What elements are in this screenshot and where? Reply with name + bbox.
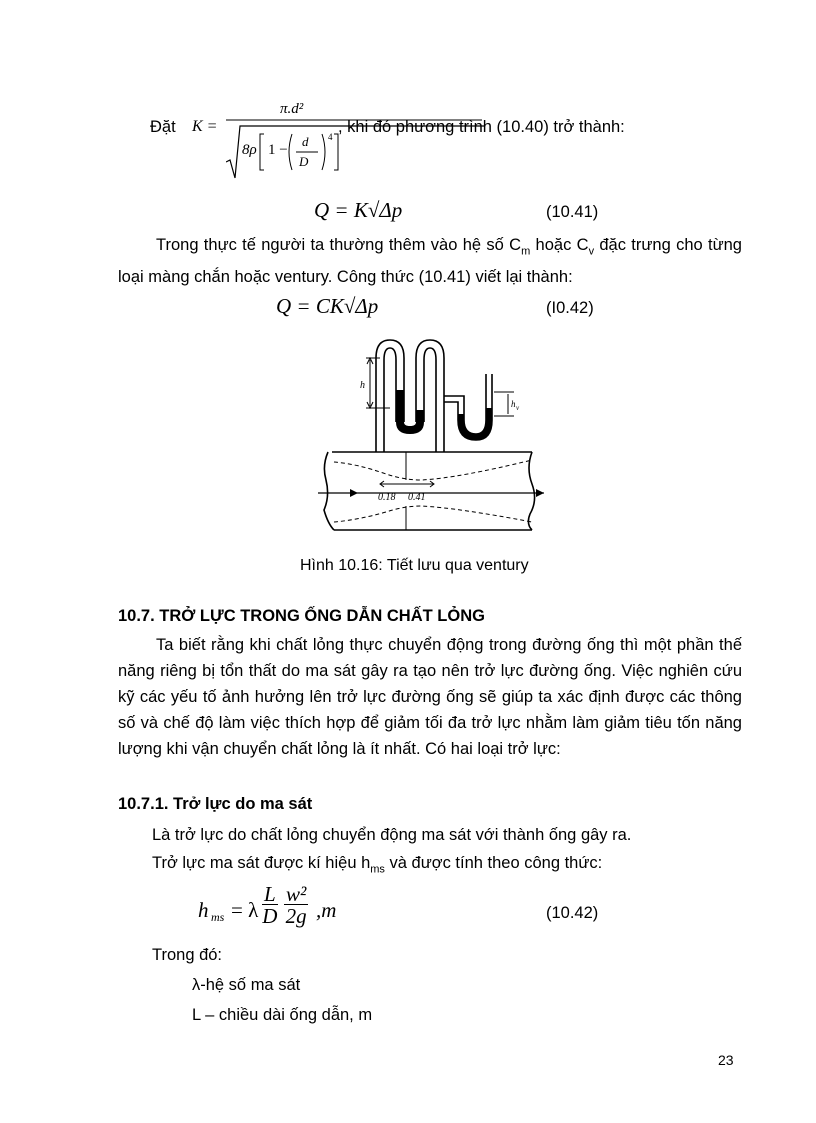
figure-label-hv: h — [511, 399, 516, 409]
svg-text:8ρ: 8ρ — [242, 142, 257, 158]
paragraph-coefficients — [118, 232, 742, 290]
eq-1042b-frac2-num: w² — [286, 882, 307, 906]
eq-1042b-number: (10.42) — [546, 904, 599, 922]
eq-1042a-formula: Q = CK√Δp — [276, 294, 379, 318]
subsection-line2-sub: ms — [370, 863, 385, 876]
eq-1041-number: (10.41) — [546, 203, 599, 221]
eq-k-symbol: K = — [192, 118, 218, 135]
figure-label-hv-sub: v — [516, 404, 520, 412]
eq-k-block — [150, 100, 710, 180]
eq-1041-formula: Q = K√Δp — [314, 198, 403, 222]
where-label: Trong đó: — [152, 946, 223, 964]
eq-1042b-frac1-num: L — [264, 882, 276, 906]
para1-text-c: đặc trưng cho từng loại màng chắn hoặc ventury. Công thức (10.41) viết lại thành: — [118, 236, 742, 287]
eq-1042b-unit: ,m — [316, 898, 337, 922]
eq-k-lead: Đặt — [150, 118, 176, 136]
where-item-lambda: λ-hệ số ma sát — [192, 976, 301, 994]
subsection-line2-b: và được tính theo công thức: — [384, 854, 603, 872]
eq-1042b-frac2-den: 2g — [285, 904, 307, 928]
eq-1042b-lambda: = λ — [231, 898, 259, 922]
eq-1042b-frac1-den: D — [262, 904, 278, 928]
svg-text:d: d — [302, 134, 309, 149]
figure-label-h: h — [360, 380, 365, 391]
eq-1042b-frac1 — [262, 884, 278, 927]
svg-text:1 −: 1 − — [268, 142, 288, 158]
para1-text-b: hoặc C — [530, 236, 589, 254]
para1-sub-v: v — [588, 245, 595, 258]
eq-1042b-formula — [198, 884, 398, 940]
subsection-heading: 10.7.1. Trở lực do ma sát — [118, 795, 313, 813]
eq-k-numerator: π.d² — [280, 101, 304, 117]
eq-1042b-frac2 — [284, 884, 308, 927]
subsection-line2-a: Trở lực ma sát được kí hiệu h — [152, 854, 371, 872]
para1-sub-m: m — [521, 245, 531, 258]
eq-k-tail: , khi đó phương trình (10.40) trở thành: — [338, 118, 625, 136]
eq-1042a-number: (I0.42) — [546, 299, 594, 317]
eq-1042b-lhs: h — [198, 898, 209, 922]
venturi-figure — [318, 330, 550, 536]
figure-dim-2: 0.41 — [408, 492, 426, 503]
svg-text:D: D — [299, 154, 309, 169]
section-intro: Ta biết rằng khi chất lỏng thực chuyển động trong đường ống thì một phần thế năng riêng bị tổn thất do ma sát gây ra tạo nên trở lực đường ống. Việc nghiên cứu kỹ các yếu tố ảnh hưởng lên trở lực đường ống sẽ giúp ta xác định được các thông số và chế độ làm việc thích hợp để giảm tối đa trở lực nhằm làm giảm tiêu tốn năng lượng khi vận chuyển chất lỏng là ít nhất. Có hai loại trở lực: — [118, 636, 742, 758]
eq-1042b-lhs-sub: ms — [211, 910, 225, 924]
where-item-length: L – chiều dài ống dẫn, m — [192, 1006, 373, 1024]
figure-caption: Hình 10.16: Tiết lưu qua ventury — [300, 557, 529, 574]
page-number: 23 — [718, 1052, 734, 1068]
para1-text-a: Trong thực tế người ta thường thêm vào hệ số C — [156, 236, 522, 254]
svg-text:4: 4 — [328, 132, 333, 142]
subsection-line1: Là trở lực do chất lỏng chuyển động ma sát với thành ống gây ra. — [152, 826, 632, 844]
subsection-line2 — [152, 850, 602, 882]
figure-dim-1: 0.18 — [378, 492, 396, 503]
section-heading: 10.7. TRỞ LỰC TRONG ỐNG DẪN CHẤT LỎNG — [118, 607, 485, 625]
